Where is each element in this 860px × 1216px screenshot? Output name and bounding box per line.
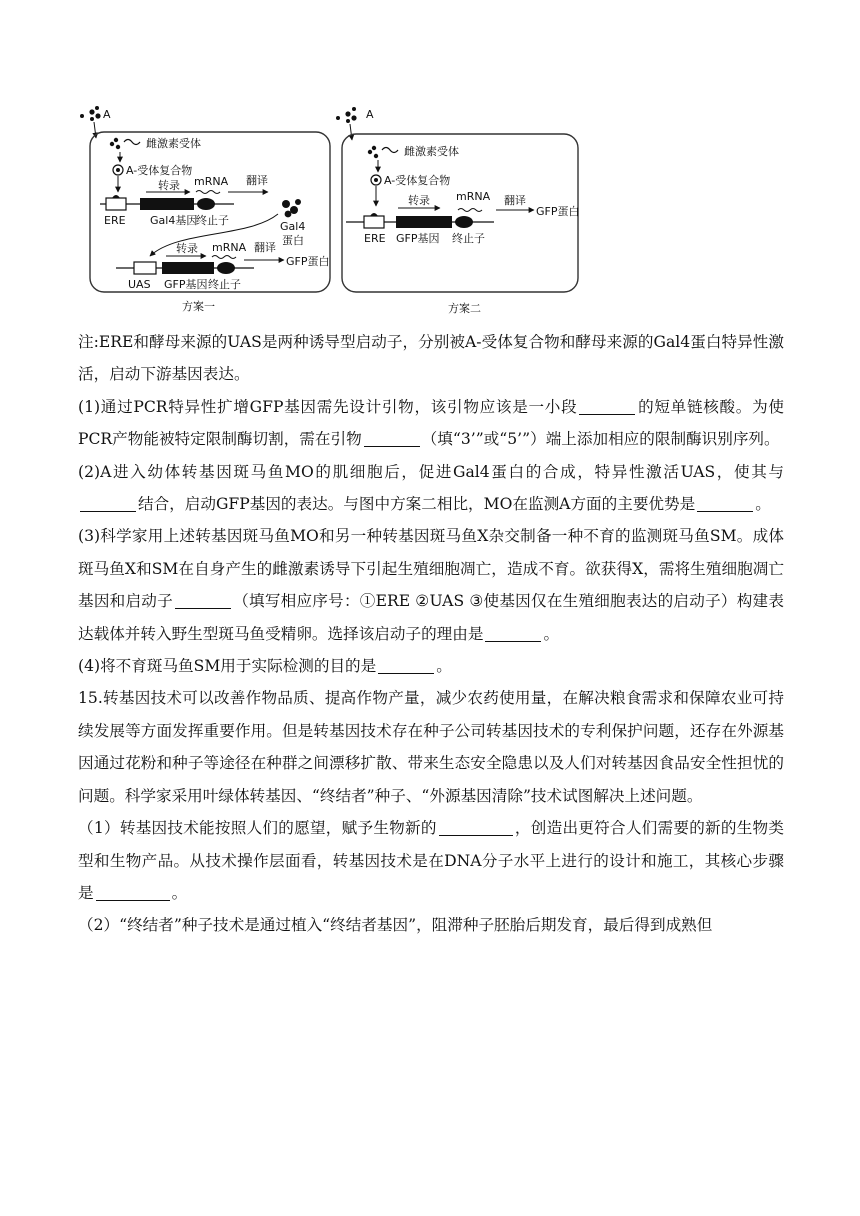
scheme1-gal4-gene-label: Gal4基因 [150, 214, 198, 227]
experiment-diagram [78, 100, 788, 322]
s1-text-a: （1）转基因技术能按照人们的愿望，赋予生物新的 [78, 819, 437, 838]
scheme1-product-label: GFP蛋白 [286, 255, 330, 268]
scheme1-translation2-label: 翻译 [254, 241, 276, 254]
scheme1-translation-label: 翻译 [246, 174, 268, 187]
q1-blank-2[interactable] [364, 430, 420, 447]
scheme1-transcription2-label: 转录 [176, 242, 198, 255]
diagram-note: 注:ERE和酵母来源的UAS是两种诱导型启动子，分别被A-受体复合物和酵母来源的Gal4蛋白特异性激活，启动下游基因表达。 [78, 333, 784, 384]
s1-text-b: ，创造出更符合人们需要的新的生物类型和生物产品。从技术操作层面看，转基因技术是在DNA分子水平上进行的设计和施工，其核心步骤是 [78, 819, 784, 902]
q2-text-a: (2)A进入幼体转基因斑马鱼MO的肌细胞后，促进Gal4蛋白的合成，特异性激活UAS，使其与 [78, 462, 784, 481]
scheme1-gal4-protein-label-2: 蛋白 [282, 234, 304, 247]
q4-text-a: (4)将不育斑马鱼SM用于实际检测的目的是 [78, 657, 377, 676]
question-4 [78, 650, 784, 682]
scheme1-uas-label: UAS [128, 278, 151, 291]
s1-text-c: 。 [171, 883, 188, 902]
q1-blank-1[interactable] [579, 398, 635, 415]
question-15-stem: 15.转基因技术可以改善作物品质、提高作物产量，减少农药使用量，在解决粮食需求和保障农业可持续发展等方面发挥重要作用。但是转基因技术存在种子公司转基因技术的专利保护问题，还存在外源基因通过花粉和种子等途径在种群之间漂移扩散、带来生态安全隐患以及人们对转基因食品安全性担忧的问题。科学家采用叶绿体转基因、“终结者”种子、“外源基因清除”技术试图解决上述问题。 [78, 689, 784, 805]
question-15-sub-1 [78, 812, 784, 909]
scheme1-mrna2-label: mRNA [212, 241, 247, 254]
scheme1-terminator [197, 198, 215, 210]
scheme1-transcription-label: 转录 [158, 179, 180, 192]
scheme2-ligand-label: A [366, 108, 374, 121]
q3-blank-2[interactable] [485, 625, 541, 642]
scheme-one [80, 106, 330, 313]
q4-text-b: 。 [436, 657, 452, 676]
question-1 [78, 391, 784, 456]
scheme2-gfp-gene-label: GFP基因 [396, 232, 440, 245]
scheme1-uas [134, 262, 156, 274]
q3-text-a: (3)科学家用上述转基因斑马鱼MO和另一种转基因斑马鱼X杂交制备一种不育的监测斑马鱼SM。成体斑马鱼X和SM在自身产生的雌激素诱导下引起生殖细胞凋亡，造成不育。欲获得X，需将生殖细胞凋亡基因和启动子 [78, 527, 784, 611]
q2-text-c: 。 [755, 495, 771, 514]
scheme2-transcription-label: 转录 [408, 194, 430, 207]
scheme1-gal4-gene [140, 198, 194, 210]
scheme1-complex-label: A-受体复合物 [126, 164, 193, 177]
scheme2-mrna-label: mRNA [456, 190, 491, 203]
q2-blank-2[interactable] [697, 495, 753, 512]
scheme1-receptor-icon [124, 140, 140, 145]
scheme1-mrna-label: mRNA [194, 175, 229, 188]
scheme1-terminator-label: 终止子 [196, 214, 229, 227]
s1-blank-2[interactable] [96, 884, 170, 901]
scheme1-gfp-gene [162, 262, 214, 274]
question-2 [78, 456, 784, 521]
scheme1-ere-label: ERE [104, 214, 126, 227]
q3-text-c: 。 [543, 624, 560, 643]
scheme1-gfp-gene-label: GFP基因 [164, 278, 208, 291]
q3-blank-1[interactable] [175, 592, 231, 609]
q2-text-b: 结合，启动GFP基因的表达。与图中方案二相比，MO在监测A方面的主要优势是 [138, 495, 696, 514]
scheme2-translation-label: 翻译 [504, 194, 526, 207]
s1-blank-1[interactable] [439, 819, 513, 836]
question-15-sub-2: （2）“终结者”种子技术是通过植入“终结者基因”，阻滞种子胚胎后期发育，最后得到成熟但 [78, 916, 713, 935]
scheme2-gfp-gene [396, 216, 452, 228]
scheme-diagram-svg [78, 100, 788, 322]
scheme2-terminator-label: 终止子 [452, 232, 485, 245]
scheme2-ere-label: ERE [364, 232, 386, 245]
scheme1-receptor-label: 雌激素受体 [146, 137, 201, 150]
q1-text-b: 的短单链核酸。为使PCR产物能被特定限制酶切割，需在引物 [78, 397, 784, 449]
scheme2-complex-label: A-受体复合物 [384, 174, 451, 187]
scheme1-terminator2-label: 终止子 [208, 278, 241, 291]
q4-blank-1[interactable] [378, 657, 434, 674]
question-3 [78, 520, 784, 650]
question-text [78, 326, 784, 942]
scheme2-receptor-icon [382, 148, 398, 153]
scheme1-gal4-protein-label-1: Gal4 [280, 220, 306, 233]
q3-text-b: （填写相应序号：①ERE ②UAS ③使基因仅在生殖细胞表达的启动子）构建表达载体并转入野生型斑马鱼受精卵。选择该启动子的理由是 [78, 592, 784, 643]
q2-blank-1[interactable] [80, 495, 136, 512]
q1-text-a: (1)通过PCR特异性扩增GFP基因需先设计引物，该引物应该是一小段 [78, 397, 578, 416]
q1-text-c: （填“3’”或“5’”）端上添加相应的限制酶识别序列。 [421, 430, 780, 449]
scheme2-receptor-label: 雌激素受体 [404, 145, 459, 158]
scheme2-product-label: GFP蛋白 [536, 205, 580, 218]
scheme-two [336, 107, 579, 315]
scheme1-caption: 方案一 [182, 300, 215, 313]
scheme1-ligand-label: A [103, 108, 111, 121]
scheme2-caption: 方案二 [448, 302, 481, 315]
